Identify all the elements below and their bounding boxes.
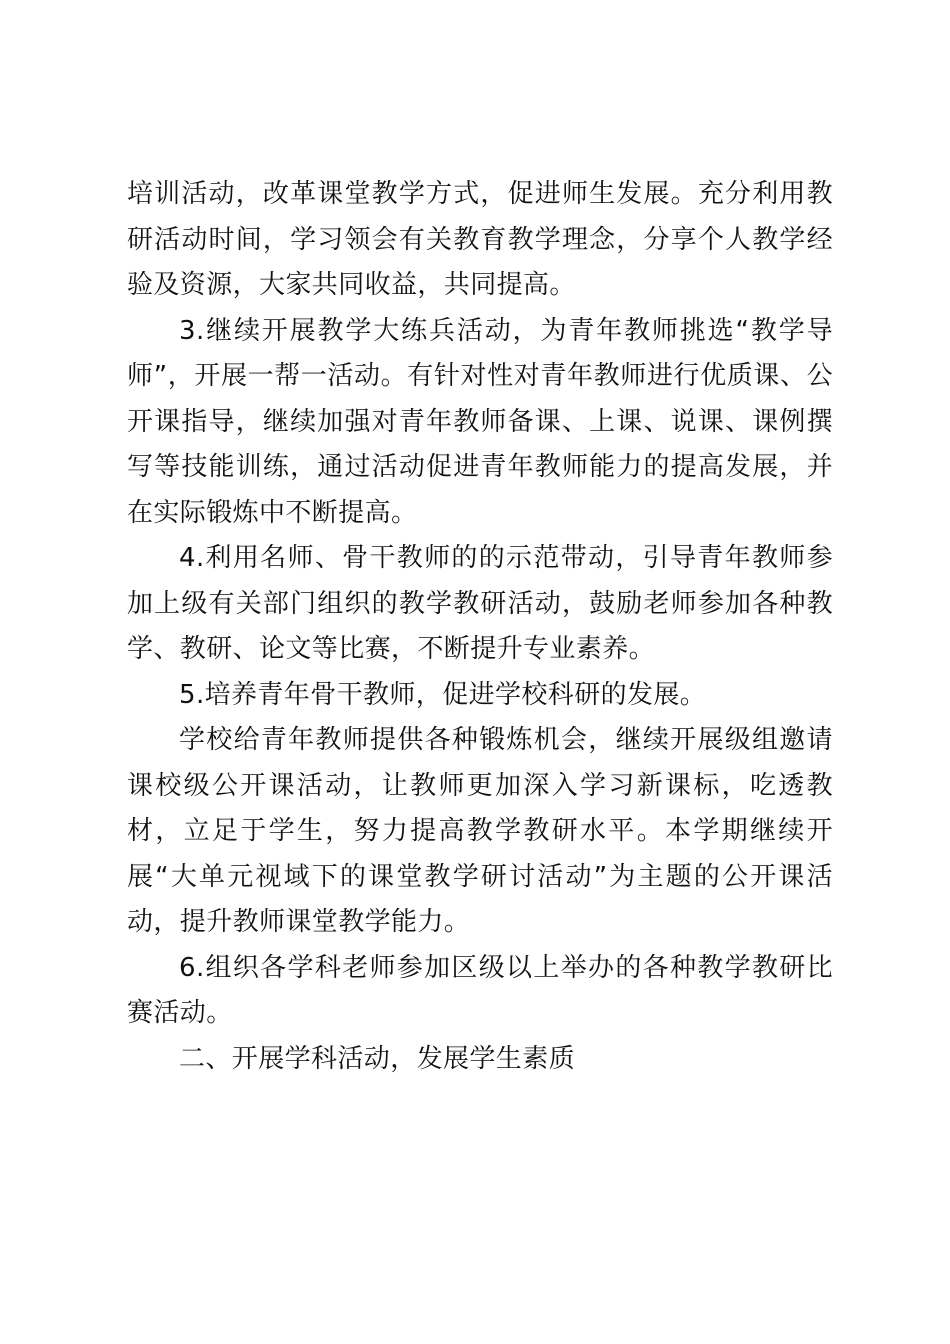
paragraph-item-3: 3.继续开展教学大练兵活动，为青年教师挑选“教学导师”，开展一帮一活动。有针对性对青年教师进行优质课、公开课指导，继续加强对青年教师备课、上课、说课、课例撰写等技能训练，通过活动促进青年教师能力的提高发展，并在实际锻炼中不断提高。: [127, 315, 833, 528]
document-body: [127, 172, 833, 1082]
section-heading: 二、开展学科活动，发展学生素质: [179, 1043, 576, 1074]
paragraph-item-5: 5.培养青年骨干教师，促进学校科研的发展。: [179, 679, 707, 710]
paragraph-item-6: 6.组织各学科老师参加区级以上举办的各种教学教研比赛活动。: [127, 952, 833, 1028]
paragraph-continuation: 培训活动，改革课堂教学方式，促进师生发展。充分利用教研活动时间，学习领会有关教育教学理念，分享个人教学经验及资源，大家共同收益，共同提高。: [127, 179, 833, 300]
paragraph-item-4: 4.利用名师、骨干教师的的示范带动，引导青年教师参加上级有关部门组织的教学教研活动，鼓励老师参加各种教学、教研、论文等比赛，不断提升专业素养。: [127, 543, 833, 664]
paragraph-opportunities: 学校给青年教师提供各种锻炼机会，继续开展级组邀请课校级公开课活动，让教师更加深入学习新课标，吃透教材，立足于学生，努力提高教学教研水平。本学期继续开展“大单元视域下的课堂教学研讨活动”为主题的公开课活动，提升教师课堂教学能力。: [127, 725, 833, 937]
